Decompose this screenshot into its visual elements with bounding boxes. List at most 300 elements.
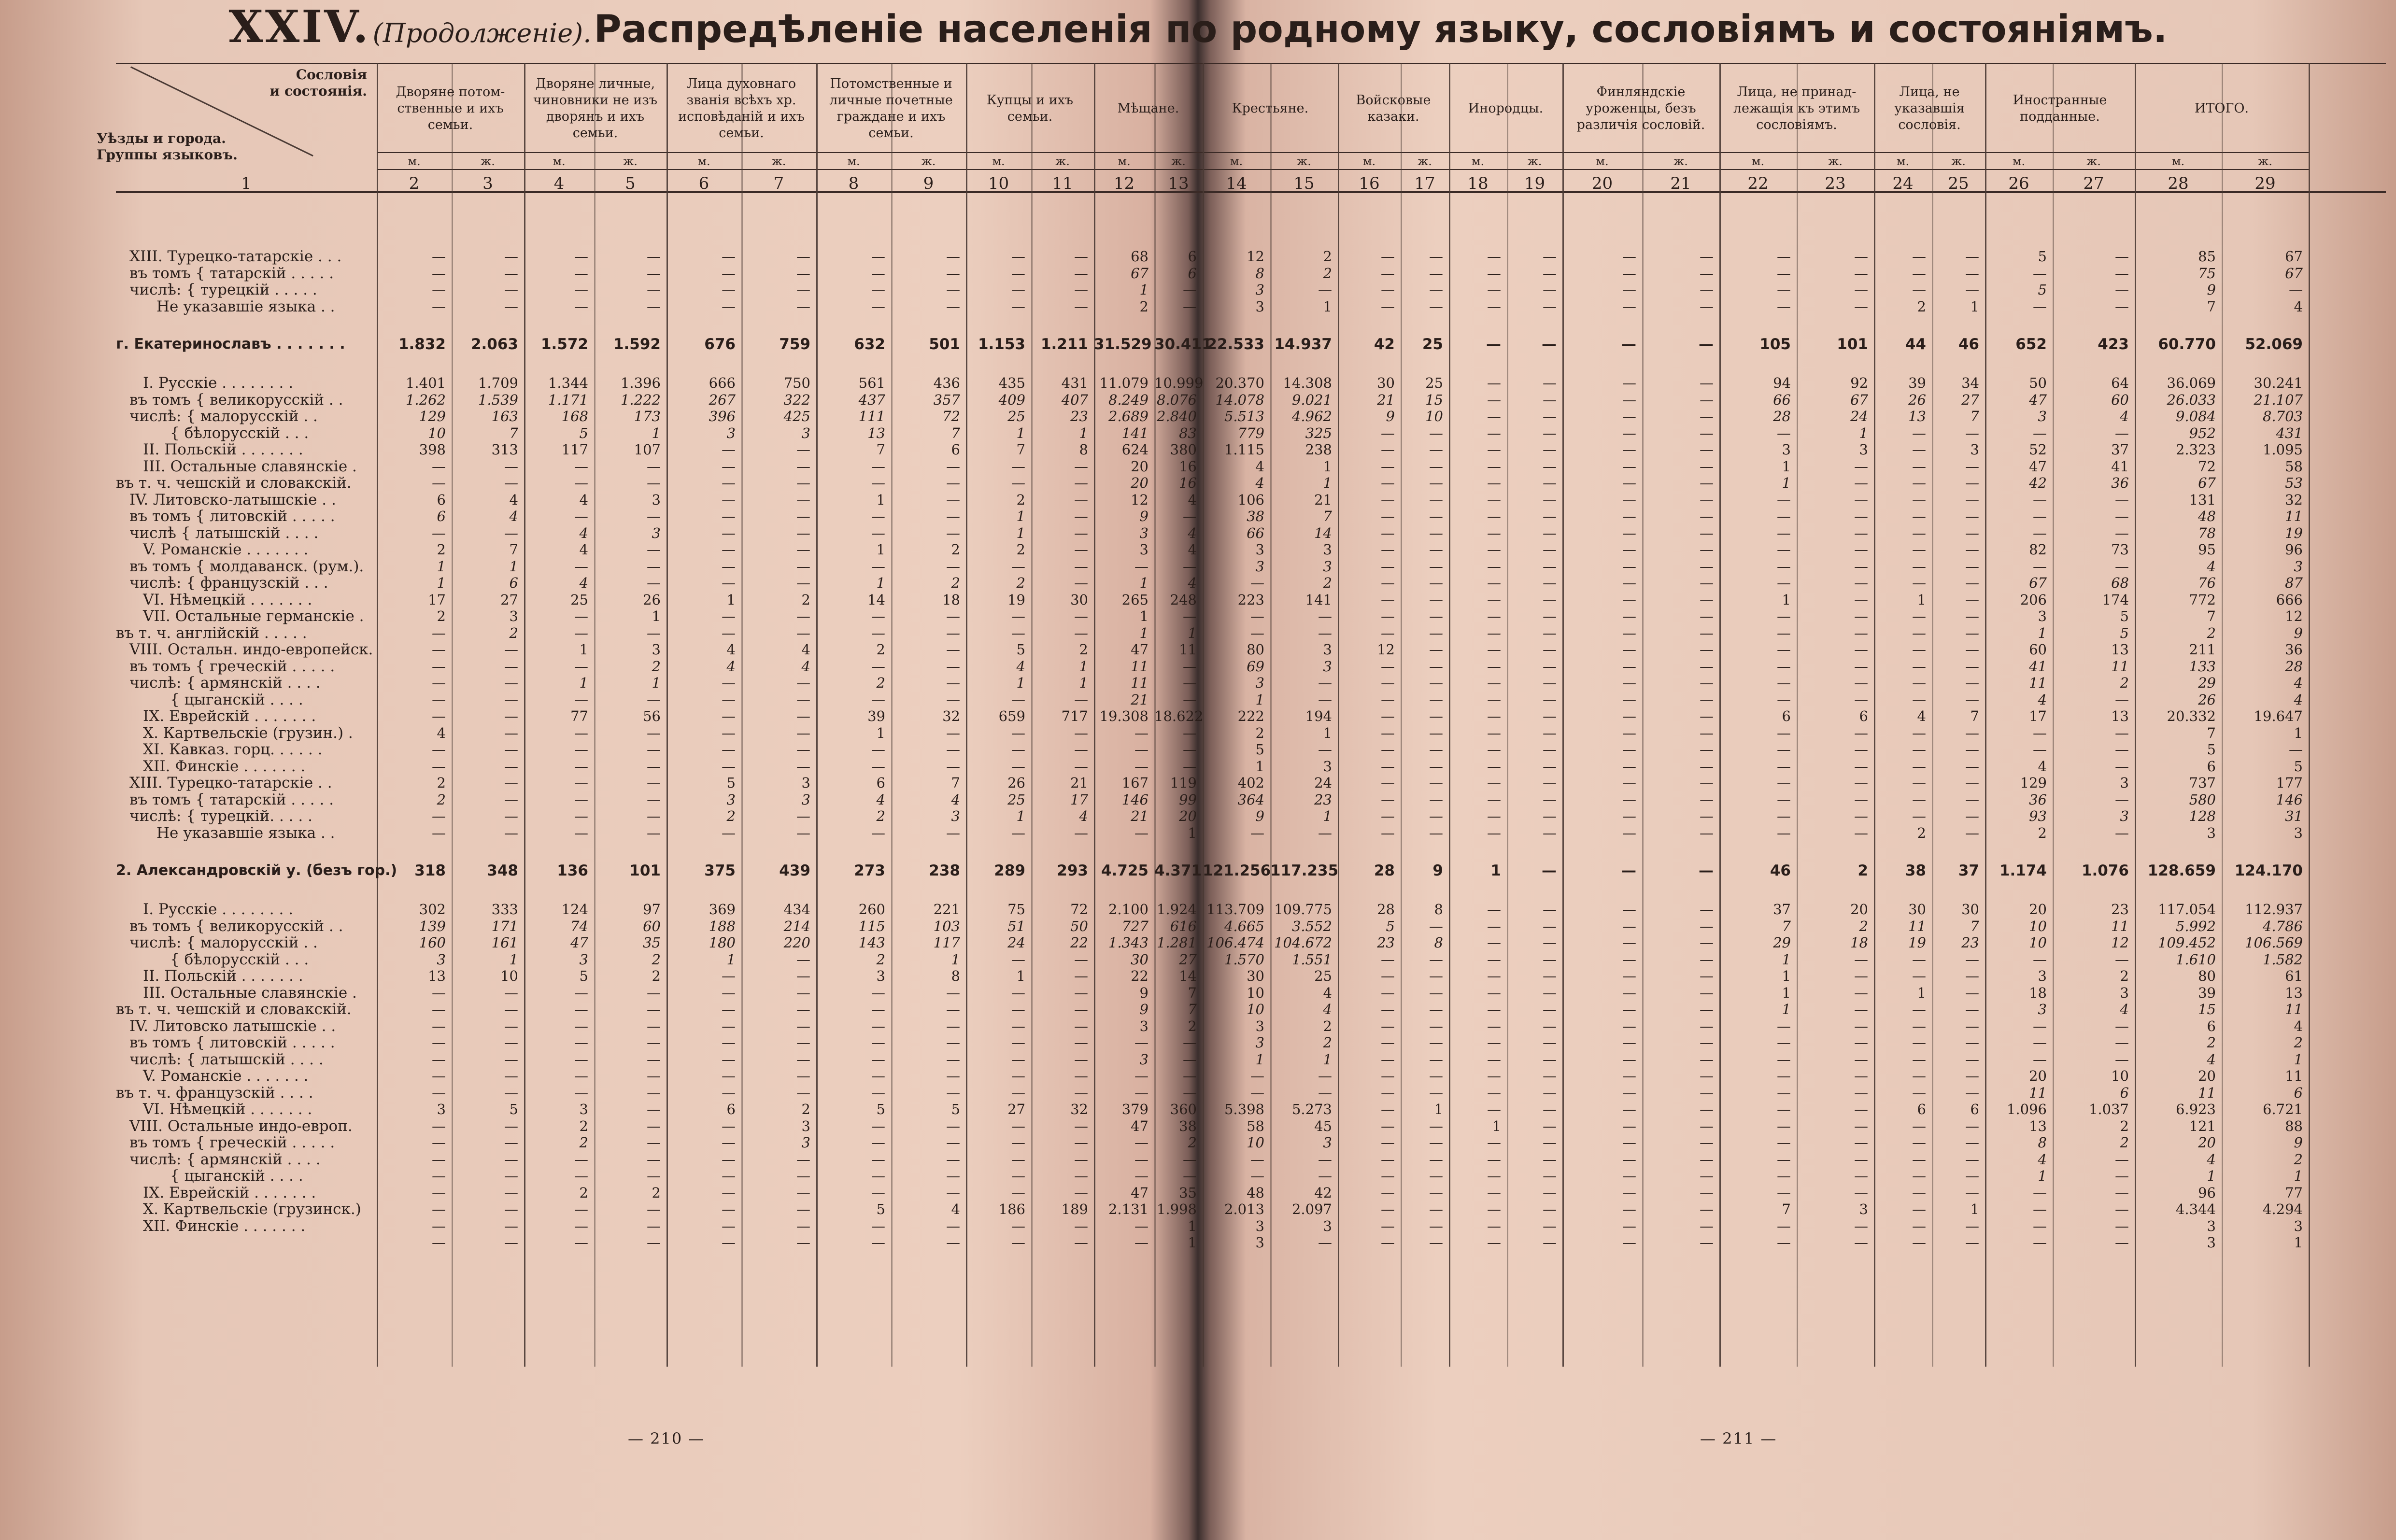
table-cell: 5 [2207, 741, 2216, 758]
table-cell: — [1700, 918, 1714, 934]
table-cell: — [2115, 951, 2129, 968]
table-cell: — [647, 1234, 661, 1251]
table-cell: 167 [1121, 775, 1148, 791]
table-cell: — [1965, 1168, 1979, 1184]
table-cell: 171 [491, 918, 518, 934]
table-cell: — [1318, 282, 1332, 298]
table-row [0, 1102, 2396, 1117]
table-cell: — [1965, 424, 1979, 441]
table-cell: 2 [876, 951, 885, 968]
table-cell: — [1622, 901, 1636, 918]
table-cell: 141 [1305, 591, 1332, 608]
table-cell: 2 [726, 808, 736, 824]
table-cell: 3 [1255, 1234, 1264, 1251]
table-cell: — [1965, 775, 1979, 791]
table-cell: — [1622, 1001, 1636, 1017]
table-cell: 75 [2198, 265, 2216, 282]
table-cell: — [1543, 608, 1557, 624]
table-cell: — [1854, 1051, 1868, 1068]
table-cell: 56 [643, 708, 661, 724]
table-cell: — [1777, 758, 1791, 775]
table-cell: 17 [1070, 791, 1088, 808]
table-row [0, 375, 2396, 391]
table-cell: 2 [2120, 1134, 2129, 1151]
table-cell: — [1777, 1117, 1791, 1134]
table-cell: — [1429, 1217, 1443, 1234]
table-cell: 8.249 [1108, 391, 1148, 408]
table-cell: — [1912, 424, 1926, 441]
table-cell: 32 [942, 708, 960, 724]
table-cell: — [432, 1117, 446, 1134]
table-cell: — [1134, 1134, 1148, 1151]
table-cell: — [574, 984, 588, 1001]
table-cell: — [1912, 1134, 1926, 1151]
row-label: г. Екатеринославъ . . . . . . . [116, 336, 345, 353]
table-cell: 20 [2198, 1068, 2216, 1084]
table-cell: 37 [1773, 901, 1791, 918]
table-cell: 1 [1079, 675, 1088, 691]
table-cell: — [1074, 282, 1088, 298]
table-cell: — [1543, 541, 1557, 558]
table-cell: — [1965, 1117, 1979, 1134]
table-cell: — [2033, 1184, 2047, 1201]
table-cell: — [1700, 424, 1714, 441]
table-cell: — [1622, 1017, 1636, 1034]
corner-districts-label: Уѣзды и города. Группы языковъ. [97, 130, 238, 163]
table-cell: — [574, 458, 588, 475]
table-cell: — [1777, 524, 1791, 541]
table-cell: — [1622, 491, 1636, 508]
table-cell: — [2115, 1184, 2129, 1201]
sex-label: м. [2012, 155, 2026, 168]
table-cell: 6 [2207, 1017, 2216, 1034]
table-cell: — [1487, 1084, 1501, 1101]
table-row [0, 675, 2396, 691]
table-cell: — [574, 1034, 588, 1051]
table-row [0, 725, 2396, 741]
table-cell: — [1074, 984, 1088, 1001]
table-cell: — [1011, 298, 1025, 315]
table-cell: — [722, 724, 736, 741]
table-cell: — [1854, 265, 1868, 282]
table-cell: 4 [951, 1201, 960, 1217]
table-cell: — [1912, 265, 1926, 282]
table-cell: — [796, 608, 810, 624]
table-cell: 5 [726, 775, 736, 791]
table-cell: 3 [437, 951, 446, 968]
sex-label: ж. [1527, 155, 1542, 168]
row-label: { цыганскій . . . . [170, 1167, 303, 1185]
column-header: Инородцы. [1468, 101, 1544, 116]
table-cell: 313 [491, 441, 518, 458]
table-cell: — [1011, 984, 1025, 1001]
table-cell: — [1183, 724, 1197, 741]
table-cell: 437 [858, 391, 885, 408]
table-cell: — [796, 458, 810, 475]
table-cell: 47 [570, 934, 588, 951]
table-row [0, 249, 2396, 265]
table-cell: 2 [876, 808, 885, 824]
table-cell: — [2033, 298, 2047, 315]
table-cell: — [1543, 1168, 1557, 1184]
table-cell: — [1777, 558, 1791, 575]
table-cell: 5 [1016, 641, 1025, 658]
table-cell: 10 [1247, 984, 1264, 1001]
table-cell: — [946, 1017, 960, 1034]
table-cell: — [1965, 1051, 1979, 1068]
table-cell: 25 [1422, 336, 1443, 353]
table-cell: — [1965, 1034, 1979, 1051]
table-cell: 94 [1773, 375, 1791, 391]
table-cell: — [1854, 1184, 1868, 1201]
table-cell: 260 [858, 901, 885, 918]
table-cell: 4 [2120, 1001, 2129, 1017]
table-row [0, 792, 2396, 808]
table-cell: — [647, 575, 661, 591]
table-cell: — [432, 824, 446, 841]
table-cell: — [722, 1168, 736, 1184]
table-cell: — [1011, 758, 1025, 775]
table-cell: — [574, 1051, 588, 1068]
table-cell: — [1183, 298, 1197, 315]
row-label: X. Картвельскіе (грузин.) . [143, 724, 353, 742]
column-header: Дворяне потом- ственные и ихъ семьи. [396, 85, 505, 132]
row-label: X. Картвельскіе (грузинск.) [143, 1201, 361, 1218]
table-cell: — [1381, 424, 1395, 441]
table-cell: — [1318, 1151, 1332, 1168]
table-cell: — [504, 475, 518, 491]
table-cell: — [1965, 1017, 1979, 1034]
table-cell: 273 [854, 862, 885, 879]
table-cell: — [432, 248, 446, 265]
table-cell: — [1700, 1051, 1714, 1068]
table-cell: — [871, 1034, 885, 1051]
table-cell: 238 [1305, 441, 1332, 458]
table-cell: 2 [2038, 824, 2047, 841]
table-cell: 2 [652, 951, 661, 968]
table-cell: 8.076 [1156, 391, 1197, 408]
table-cell: — [647, 508, 661, 524]
table-cell: 11 [2198, 1084, 2216, 1101]
table-cell: — [1183, 675, 1197, 691]
table-cell: 60.770 [2158, 336, 2216, 353]
table-cell: 82 [2029, 541, 2047, 558]
table-cell: 1 [2294, 1168, 2303, 1184]
table-cell: 146 [2276, 791, 2303, 808]
table-cell: 3 [1255, 1017, 1264, 1034]
table-cell: — [1487, 608, 1501, 624]
table-cell: — [2033, 558, 2047, 575]
table-cell: — [1429, 708, 1443, 724]
table-cell: — [1912, 1217, 1926, 1234]
table-cell: — [1777, 1051, 1791, 1068]
table-cell: — [1543, 708, 1557, 724]
table-cell: — [1543, 984, 1557, 1001]
table-cell: — [1543, 1101, 1557, 1117]
table-cell: — [1777, 808, 1791, 824]
table-cell: 676 [704, 336, 736, 353]
column-header: Мѣщане. [1117, 101, 1179, 116]
table-cell: 18 [1850, 934, 1868, 951]
table-cell: 37 [1958, 862, 1979, 879]
table-cell: — [432, 675, 446, 691]
table-cell: — [1429, 1017, 1443, 1034]
table-cell: 1.582 [2262, 951, 2303, 968]
table-cell: — [1183, 1084, 1197, 1101]
table-cell: — [1777, 1084, 1791, 1101]
table-cell: 4 [579, 491, 588, 508]
table-cell: — [722, 691, 736, 708]
table-cell: 119 [1170, 775, 1197, 791]
table-cell: — [871, 1084, 885, 1101]
table-cell: 28 [1374, 862, 1395, 879]
table-cell: — [1543, 724, 1557, 741]
table-cell: 4 [509, 508, 518, 524]
table-cell: — [1622, 591, 1636, 608]
table-row [0, 299, 2396, 315]
table-cell: 1 [1139, 608, 1148, 624]
table-cell: — [1487, 675, 1501, 691]
table-cell: 13 [867, 424, 885, 441]
sex-label: м. [697, 155, 710, 168]
table-cell: 180 [709, 934, 736, 951]
table-cell: — [871, 265, 885, 282]
table-cell: — [722, 282, 736, 298]
table-cell: 4.344 [2175, 1201, 2216, 1217]
table-cell: — [1429, 458, 1443, 475]
table-cell: — [722, 741, 736, 758]
table-cell: — [1622, 1101, 1636, 1117]
table-cell: — [1854, 1168, 1868, 1184]
table-cell: 5 [2038, 282, 2047, 298]
table-cell: — [1074, 1184, 1088, 1201]
table-cell: — [1429, 1168, 1443, 1184]
column-number: 17 [1414, 174, 1435, 193]
table-cell: 11 [1179, 641, 1197, 658]
table-cell: — [946, 265, 960, 282]
table-cell: — [722, 558, 736, 575]
table-cell: — [1543, 375, 1557, 391]
table-cell: 1.095 [2262, 441, 2303, 458]
table-cell: — [647, 724, 661, 741]
table-cell: — [1622, 741, 1636, 758]
table-cell: 67 [2285, 265, 2303, 282]
table-cell: 124.170 [2234, 862, 2303, 879]
table-cell: — [2289, 741, 2303, 758]
table-cell: — [1074, 1134, 1088, 1151]
table-cell: 2 [579, 1134, 588, 1151]
table-cell: 3 [2294, 1217, 2303, 1234]
table-cell: 51 [1007, 918, 1025, 934]
table-cell: — [946, 658, 960, 675]
table-cell: 3 [951, 808, 960, 824]
table-cell: — [504, 675, 518, 691]
table-cell: — [1429, 1068, 1443, 1084]
table-cell: — [1965, 458, 1979, 475]
table-cell: — [647, 1168, 661, 1184]
table-cell: — [2115, 508, 2129, 524]
table-cell: — [1700, 441, 1714, 458]
table-cell: — [1543, 675, 1557, 691]
table-cell: — [1183, 558, 1197, 575]
table-cell: — [1183, 691, 1197, 708]
row-label: въ томъ { великорусскій . . [129, 917, 343, 935]
table-cell: — [1487, 951, 1501, 968]
table-cell: — [946, 491, 960, 508]
table-cell: — [1777, 508, 1791, 524]
table-cell: — [796, 1051, 810, 1068]
table-cell: 4 [579, 541, 588, 558]
table-cell: 39 [867, 708, 885, 724]
table-cell: 80 [2198, 968, 2216, 984]
table-cell: 2.323 [2175, 441, 2216, 458]
page-number-right: — 211 — [1700, 1429, 1777, 1448]
table-cell: — [722, 1151, 736, 1168]
table-cell: 32 [1070, 1101, 1088, 1117]
table-cell: — [2115, 691, 2129, 708]
table-cell: — [1965, 675, 1979, 691]
table-cell: — [2115, 248, 2129, 265]
table-cell: — [1622, 1034, 1636, 1051]
table-cell: 19.647 [2254, 708, 2303, 724]
table-cell: 9 [1386, 408, 1395, 424]
table-cell: 1 [1016, 424, 1025, 441]
table-cell: — [647, 265, 661, 282]
table-cell: — [1965, 1134, 1979, 1151]
table-cell: 96 [2198, 1184, 2216, 1201]
table-row [0, 918, 2396, 934]
table-cell: 4.665 [1224, 918, 1264, 934]
table-cell: — [1074, 458, 1088, 475]
table-cell: — [1854, 1001, 1868, 1017]
table-cell: 5 [876, 1101, 885, 1117]
table-cell: — [1700, 1217, 1714, 1234]
table-cell: 434 [783, 901, 810, 918]
table-cell: — [574, 608, 588, 624]
table-cell: — [574, 1201, 588, 1217]
table-cell: 1.115 [1224, 441, 1264, 458]
table-cell: 8 [1434, 934, 1443, 951]
row-label: 2. Александровскій у. (безъ гор.) [116, 862, 397, 879]
table-cell: — [1381, 441, 1395, 458]
column-header: Иностранные подданные. [2013, 93, 2107, 124]
column-header: Лица, не принад- лежащія къ этимъ сословіямъ. [1733, 85, 1860, 132]
row-label: III. Остальные славянскіе . [143, 984, 357, 1002]
table-cell: — [1381, 458, 1395, 475]
table-cell: 1 [1490, 862, 1501, 879]
table-cell: 267 [709, 391, 736, 408]
table-cell: — [1622, 1068, 1636, 1084]
table-cell: — [1011, 475, 1025, 491]
table-cell: — [504, 1168, 518, 1184]
table-cell: — [871, 558, 885, 575]
table-cell: 3 [579, 951, 588, 968]
table-cell: — [1854, 775, 1868, 791]
page-number-left: — 210 — [628, 1429, 705, 1448]
table-cell: — [946, 282, 960, 298]
table-cell: — [1700, 508, 1714, 524]
table-cell: — [1777, 1017, 1791, 1034]
table-cell: 22 [1070, 934, 1088, 951]
table-cell: 9 [1139, 508, 1148, 524]
table-cell: — [1912, 524, 1926, 541]
table-cell: 3 [652, 641, 661, 658]
table-cell: 1.174 [1999, 862, 2047, 879]
table-cell: 375 [704, 862, 736, 879]
table-cell: 3 [652, 491, 661, 508]
table-cell: — [1965, 541, 1979, 558]
table-cell: 1 [1079, 424, 1088, 441]
table-cell: 5 [2120, 608, 2129, 624]
table-cell: — [722, 708, 736, 724]
table-cell: 2 [2294, 1151, 2303, 1168]
table-cell: 41 [2111, 458, 2129, 475]
table-cell: 1.572 [540, 336, 588, 353]
table-cell: — [722, 508, 736, 524]
table-cell: 2 [2120, 1117, 2129, 1134]
table-cell: — [1777, 1068, 1791, 1084]
sex-label: м. [1118, 155, 1131, 168]
row-label: числѣ: { малорусскій . . [129, 408, 318, 425]
table-cell: 3 [1859, 441, 1868, 458]
table-cell: 4.294 [2262, 1201, 2303, 1217]
table-cell: — [647, 1051, 661, 1068]
table-cell: 37 [2111, 441, 2129, 458]
table-cell: — [796, 575, 810, 591]
table-cell: — [1912, 541, 1926, 558]
table-cell: — [1912, 575, 1926, 591]
table-cell: — [1429, 558, 1443, 575]
table-cell: — [946, 475, 960, 491]
table-cell: — [647, 824, 661, 841]
table-row [0, 1235, 2396, 1251]
table-cell: — [1700, 808, 1714, 824]
table-cell: — [1429, 1151, 1443, 1168]
table-cell: — [1487, 591, 1501, 608]
table-cell: 2 [951, 541, 960, 558]
table-cell: — [574, 1084, 588, 1101]
row-label: числѣ: { турецкій . . . . . [129, 281, 317, 298]
table-cell: — [647, 1101, 661, 1117]
table-cell: — [574, 691, 588, 708]
table-cell: — [1965, 1184, 1979, 1201]
table-cell: 106.474 [1206, 934, 1264, 951]
table-cell: — [1622, 408, 1636, 424]
table-cell: — [1487, 1201, 1501, 1217]
table-cell: — [1487, 1184, 1501, 1201]
table-cell: — [1912, 508, 1926, 524]
table-cell: — [1965, 951, 1979, 968]
row-label: III. Остальные славянскіе . [143, 457, 357, 475]
row-label: XI. Кавказ. горц. . . . . . [143, 741, 323, 758]
table-cell: — [722, 824, 736, 841]
table-row [0, 825, 2396, 841]
column-header: Войсковые казаки. [1356, 93, 1431, 124]
table-cell: 1 [1917, 591, 1926, 608]
table-cell: — [1543, 1051, 1557, 1068]
table-cell: — [1487, 1168, 1501, 1184]
table-cell: — [1318, 824, 1332, 841]
table-cell: 1 [1782, 984, 1791, 1001]
table-cell: — [1854, 824, 1868, 841]
table-cell: 2 [1255, 724, 1264, 741]
table-cell: 72 [942, 408, 960, 424]
table-cell: — [1381, 1201, 1395, 1217]
table-cell: 73 [2111, 541, 2129, 558]
table-cell: — [1074, 608, 1088, 624]
table-cell: 20 [2029, 1068, 2047, 1084]
table-cell: — [1700, 691, 1714, 708]
